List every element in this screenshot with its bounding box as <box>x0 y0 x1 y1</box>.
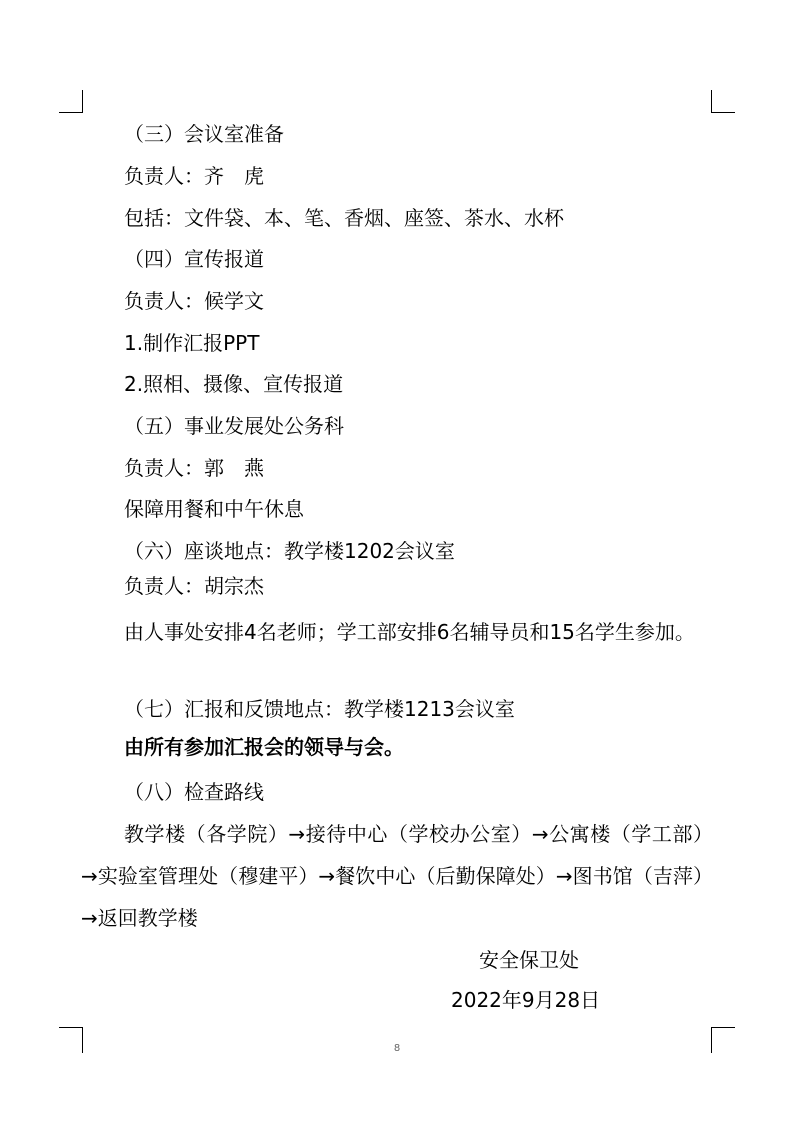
task-item: 保障用餐和中午休息 <box>124 497 304 521</box>
task-item: 2.照相、摄像、宣传报道 <box>124 372 344 396</box>
crop-mark-top-left <box>59 90 83 113</box>
task-item: 1.制作汇报PPT <box>124 331 260 355</box>
responsible-person: 负责人：郭 燕 <box>124 456 264 480</box>
route-paragraph: 教学楼（各学院）→接待中心（学校办公室）→公寓楼（学工部）→实验室管理处（穆建平）→餐饮中心（后勤保障处）→图书馆（吉萍）→返回教学楼 <box>81 822 713 930</box>
section-heading-4: （四）宣传报道 <box>124 247 264 271</box>
section-heading-8: （八）检查路线 <box>124 780 264 804</box>
arrangement-paragraph: 由人事处安排4名老师；学工部安排6名辅导员和15名学生参加。 <box>124 620 695 644</box>
responsible-person: 负责人：齐 虎 <box>124 164 264 188</box>
responsible-person: 负责人：候学文 <box>124 289 264 313</box>
crop-mark-top-right <box>711 90 735 113</box>
section-heading-3: （三）会议室准备 <box>124 122 284 146</box>
signature-date: 2022年9月28日 <box>451 988 601 1012</box>
bold-note: 由所有参加汇报会的领导与会。 <box>124 735 404 759</box>
signature-org: 安全保卫处 <box>479 948 579 972</box>
page-number: 8 <box>393 1043 401 1054</box>
items-line: 包括：文件袋、本、笔、香烟、座签、茶水、水杯 <box>124 206 564 230</box>
section-heading-6: （六）座谈地点：教学楼1202会议室 <box>124 539 455 563</box>
responsible-person: 负责人：胡宗杰 <box>124 574 264 598</box>
section-heading-7: （七）汇报和反馈地点：教学楼1213会议室 <box>124 697 515 721</box>
section-heading-5: （五）事业发展处公务科 <box>124 414 344 438</box>
